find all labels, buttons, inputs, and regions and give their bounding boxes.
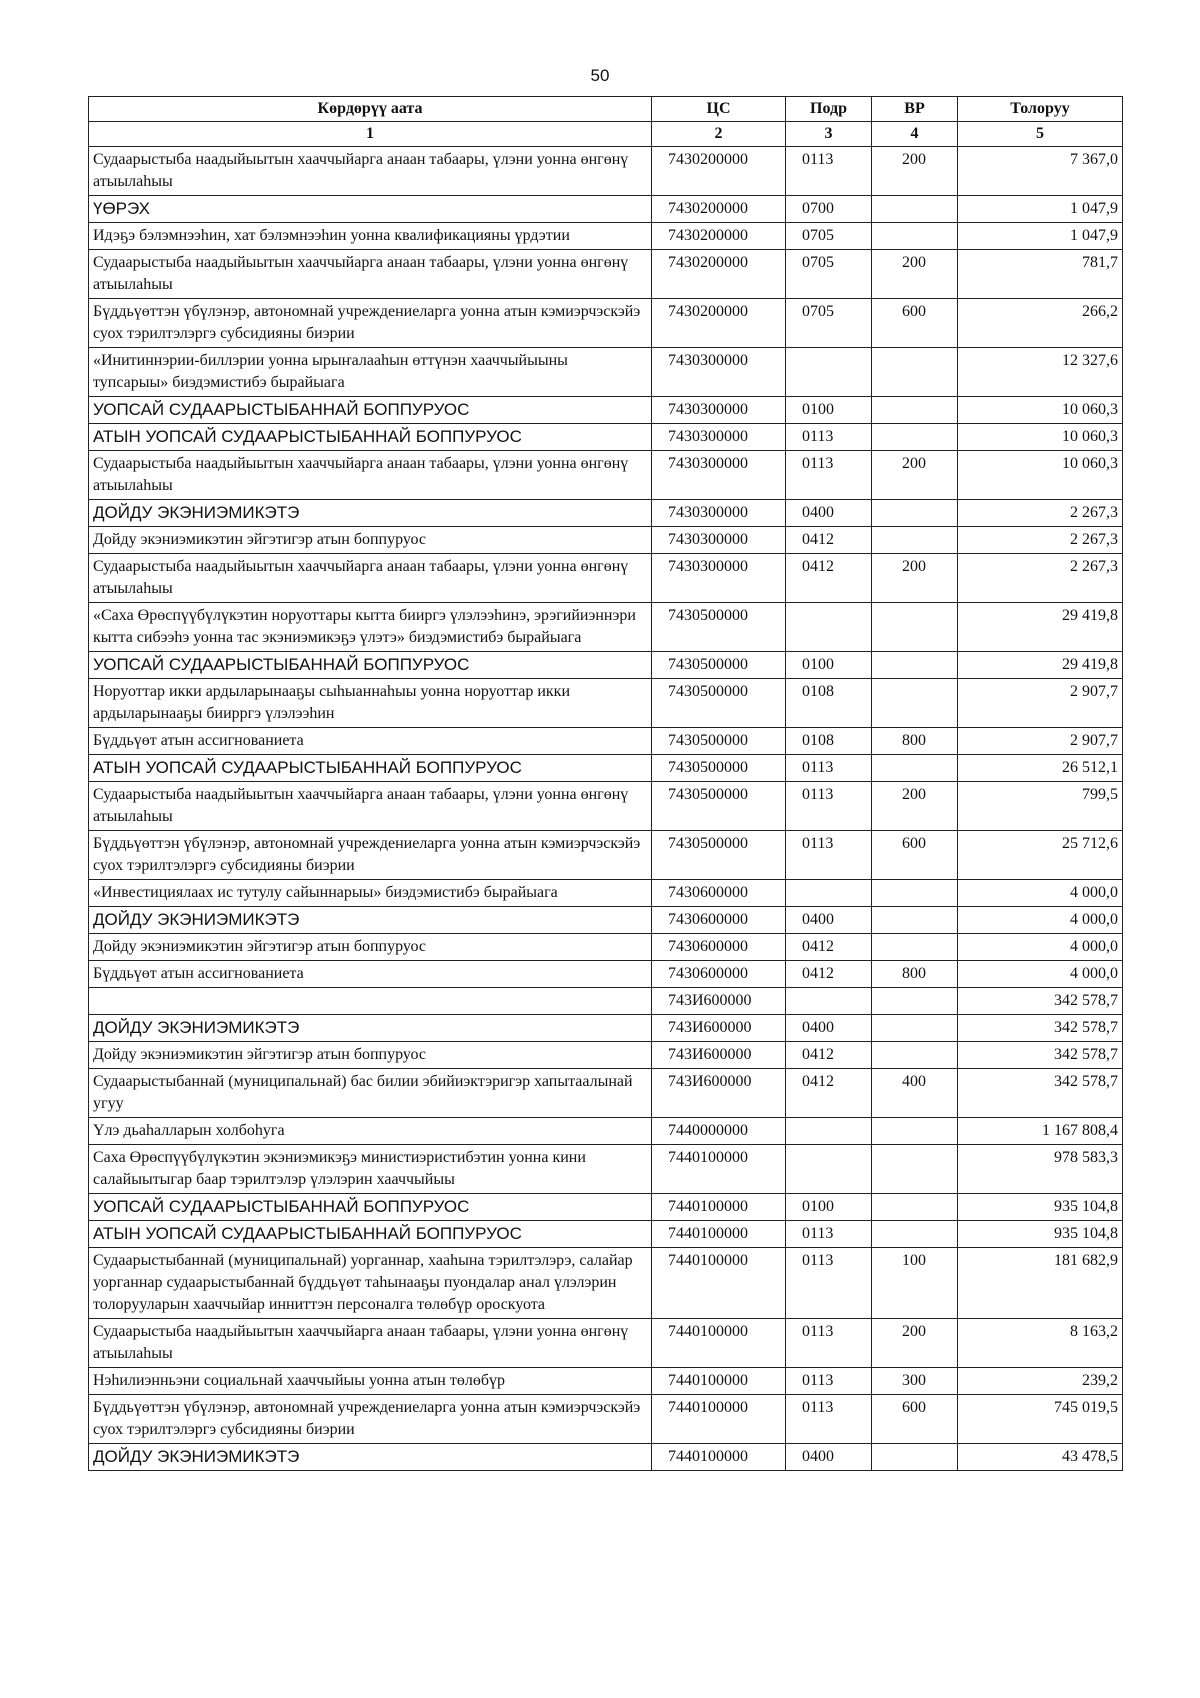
row-name-cell: Норуоттар икки ардыларынааҕы сыһыаннаһыы уонна норуоттар икки ардыларынааҕы биирргэ үлэлээһин [89,679,652,728]
row-vr-cell [872,196,958,223]
row-vr-cell [872,500,958,527]
row-podr-cell: 0113 [786,147,872,196]
row-code-cell: 7430600000 [652,961,786,988]
row-sum-cell: 1 047,9 [958,196,1123,223]
row-code-cell: 7430500000 [652,831,786,880]
row-sum-cell: 10 060,3 [958,424,1123,451]
row-vr-cell [872,880,958,907]
row-podr-cell [786,1145,872,1194]
row-name-cell: ҮӨРЭХ [89,196,652,223]
row-sum-cell: 4 000,0 [958,880,1123,907]
row-podr-cell: 0113 [786,831,872,880]
row-podr-cell: 0113 [786,782,872,831]
row-code-cell: 7430500000 [652,652,786,679]
row-name-cell: ДОЙДУ ЭКЭНИЭМИКЭТЭ [89,500,652,527]
row-vr-cell [872,397,958,424]
row-name-cell: УОПСАЙ СУДААРЫСТЫБАННАЙ БОППУРУОС [89,652,652,679]
row-sum-cell: 935 104,8 [958,1221,1123,1248]
row-podr-cell: 0113 [786,755,872,782]
row-name-cell: Бүддьүөттэн үбүлэнэр, автономнай учреждениеларга уонна атын кэмиэрчэскэйэ суох тэрилтэлэргэ субсидияны биэрии [89,299,652,348]
row-name-cell: Судаарыстыба наадыйыытын хааччыйарга анаан табаары, үлэни уонна өнгөнү атыылаһыы [89,782,652,831]
row-sum-cell: 239,2 [958,1368,1123,1395]
row-code-cell: 743И600000 [652,1069,786,1118]
row-name-cell: Судаарыстыба наадыйыытын хааччыйарга анаан табаары, үлэни уонна өнгөнү атыылаһыы [89,1319,652,1368]
row-name-cell: «Инитиннэрии-биллэрии уонна ырыҥалааһын өттүнэн хааччыйыыны тупсарыы» биэдэмистибэ бырайыага [89,348,652,397]
row-vr-cell: 600 [872,1395,958,1444]
table-row [89,988,1123,1015]
row-vr-cell [872,1118,958,1145]
row-vr-cell [872,1145,958,1194]
row-podr-cell: 0400 [786,500,872,527]
header-number: 1 [89,122,652,147]
row-code-cell: 7430200000 [652,147,786,196]
row-code-cell: 7430200000 [652,223,786,250]
row-name-cell: АТЫН УОПСАЙ СУДААРЫСТЫБАННАЙ БОППУРУОС [89,424,652,451]
row-sum-cell: 10 060,3 [958,397,1123,424]
table-row [89,424,1123,451]
table-row [89,880,1123,907]
row-code-cell: 7430200000 [652,299,786,348]
row-sum-cell: 26 512,1 [958,755,1123,782]
table-row [89,934,1123,961]
header-number: 5 [958,122,1123,147]
row-code-cell: 7430300000 [652,397,786,424]
row-podr-cell [786,348,872,397]
table-row [89,250,1123,299]
table-row [89,500,1123,527]
row-name-cell: Судаарыстыба наадыйыытын хааччыйарга анаан табаары, үлэни уонна өнгөнү атыылаһыы [89,250,652,299]
table-row [89,652,1123,679]
row-podr-cell [786,988,872,1015]
row-podr-cell [786,603,872,652]
row-podr-cell [786,1118,872,1145]
row-vr-cell: 400 [872,1069,958,1118]
page-number: 50 [590,66,610,85]
row-vr-cell [872,1015,958,1042]
row-vr-cell [872,988,958,1015]
row-code-cell: 7430300000 [652,451,786,500]
row-vr-cell: 800 [872,728,958,755]
table-row [89,679,1123,728]
table-row [89,1248,1123,1319]
row-podr-cell: 0400 [786,1444,872,1471]
row-name-cell: «Саха Өрөспүүбүлүкэтин норуоттары кытта бииргэ үлэлээһинэ, эрэгийиэннэри кытта сибээһэ уонна тас экэниэмикэҕэ үлэтэ» биэдэмистибэ бырайыага [89,603,652,652]
header-code: ЦС [652,97,786,122]
table-row [89,961,1123,988]
row-name-cell: ДОЙДУ ЭКЭНИЭМИКЭТЭ [89,1444,652,1471]
row-name-cell: Судаарыстыба наадыйыытын хааччыйарга анаан табаары, үлэни уонна өнгөнү атыылаһыы [89,147,652,196]
table-row [89,907,1123,934]
row-vr-cell [872,1194,958,1221]
table-row [89,348,1123,397]
row-name-cell: ДОЙДУ ЭКЭНИЭМИКЭТЭ [89,907,652,934]
table-row [89,603,1123,652]
row-name-cell: ДОЙДУ ЭКЭНИЭМИКЭТЭ [89,1015,652,1042]
row-podr-cell: 0412 [786,527,872,554]
row-podr-cell: 0100 [786,652,872,679]
table-row [89,782,1123,831]
header-number: 4 [872,122,958,147]
row-code-cell: 7430600000 [652,880,786,907]
header-number: 2 [652,122,786,147]
table-row [89,1145,1123,1194]
row-sum-cell: 8 163,2 [958,1319,1123,1368]
row-code-cell: 7440100000 [652,1145,786,1194]
row-name-cell: Бүддьүөт атын ассигнованиета [89,728,652,755]
row-sum-cell: 1 167 808,4 [958,1118,1123,1145]
row-code-cell: 7440100000 [652,1248,786,1319]
row-vr-cell [872,652,958,679]
table-row [89,831,1123,880]
row-podr-cell: 0113 [786,1319,872,1368]
row-name-cell: Идэҕэ бэлэмнээһин, хат бэлэмнээһин уонна квалификацияны үрдэтии [89,223,652,250]
header-number-row [89,122,1123,147]
table-row [89,1015,1123,1042]
row-sum-cell: 2 267,3 [958,554,1123,603]
table-row [89,527,1123,554]
row-podr-cell: 0113 [786,1221,872,1248]
row-code-cell: 7430500000 [652,728,786,755]
row-name-cell: Судаарыстыбаннай (муниципальнай) уорганнар, хааһына тэрилтэлэрэ, салайар уорганнар судаарыстыбаннай бүддьүөт таһынааҕы пуондалар анал үлэлэрин толорууларын хааччыйар инниттэн персоналга төлөбүр ороскуота [89,1248,652,1319]
row-podr-cell: 0400 [786,1015,872,1042]
row-vr-cell: 600 [872,831,958,880]
table-row [89,755,1123,782]
table-row [89,1221,1123,1248]
row-sum-cell: 935 104,8 [958,1194,1123,1221]
table-row [89,223,1123,250]
row-vr-cell: 200 [872,451,958,500]
header-podr: Подр [786,97,872,122]
row-code-cell: 7430200000 [652,250,786,299]
budget-table [88,96,1123,1471]
row-podr-cell: 0700 [786,196,872,223]
row-sum-cell: 4 000,0 [958,934,1123,961]
row-podr-cell: 0113 [786,1248,872,1319]
row-name-cell: «Инвестициялаах ис тутулу сайыннарыы» биэдэмистибэ бырайыага [89,880,652,907]
row-vr-cell [872,1221,958,1248]
row-podr-cell: 0100 [786,1194,872,1221]
row-code-cell: 7440100000 [652,1444,786,1471]
row-name-cell: Дойду экэниэмикэтин эйгэтигэр атын боппуруос [89,1042,652,1069]
row-name-cell: АТЫН УОПСАЙ СУДААРЫСТЫБАННАЙ БОППУРУОС [89,755,652,782]
row-sum-cell: 781,7 [958,250,1123,299]
row-code-cell: 7430500000 [652,782,786,831]
row-podr-cell: 0705 [786,299,872,348]
header-row [89,97,1123,122]
row-name-cell: УОПСАЙ СУДААРЫСТЫБАННАЙ БОППУРУОС [89,397,652,424]
row-podr-cell: 0412 [786,961,872,988]
row-code-cell: 743И600000 [652,988,786,1015]
row-vr-cell [872,934,958,961]
row-podr-cell: 0705 [786,250,872,299]
row-vr-cell: 800 [872,961,958,988]
header-sum: Толоруу [958,97,1123,122]
table-row [89,1368,1123,1395]
row-code-cell: 7430200000 [652,196,786,223]
row-name-cell: Бүддьүөттэн үбүлэнэр, автономнай учреждениеларга уонна атын кэмиэрчэскэйэ суох тэрилтэлэргэ субсидияны биэрии [89,1395,652,1444]
table-row [89,1042,1123,1069]
row-vr-cell: 200 [872,250,958,299]
row-vr-cell: 200 [872,782,958,831]
row-sum-cell: 29 419,8 [958,652,1123,679]
row-sum-cell: 4 000,0 [958,907,1123,934]
row-sum-cell: 43 478,5 [958,1444,1123,1471]
table-body [89,147,1123,1471]
row-podr-cell: 0412 [786,1069,872,1118]
table-row [89,554,1123,603]
table-row [89,1194,1123,1221]
row-sum-cell: 342 578,7 [958,1042,1123,1069]
row-sum-cell: 342 578,7 [958,1015,1123,1042]
row-name-cell: Судаарыстыбаннай (муниципальнай) бас билии эбийиэктэригэр хапытаалынай угуу [89,1069,652,1118]
row-name-cell: Судаарыстыба наадыйыытын хааччыйарга анаан табаары, үлэни уонна өнгөнү атыылаһыы [89,554,652,603]
row-vr-cell [872,348,958,397]
table-row [89,196,1123,223]
row-sum-cell: 2 267,3 [958,527,1123,554]
row-sum-cell: 29 419,8 [958,603,1123,652]
row-vr-cell: 300 [872,1368,958,1395]
table-row [89,1118,1123,1145]
row-code-cell: 7440100000 [652,1194,786,1221]
row-code-cell: 7430500000 [652,755,786,782]
table-row [89,451,1123,500]
row-code-cell: 7430600000 [652,907,786,934]
row-vr-cell [872,679,958,728]
row-code-cell: 7430300000 [652,348,786,397]
row-code-cell: 7430500000 [652,603,786,652]
row-code-cell: 7430300000 [652,500,786,527]
row-code-cell: 7430300000 [652,527,786,554]
row-sum-cell: 2 907,7 [958,728,1123,755]
row-name-cell: Саха Өрөспүүбүлүкэтин экэниэмикэҕэ министиэристибэтин уонна кини салайыытыгар баар тэрилтэлэр үлэлэрин хааччыйыы [89,1145,652,1194]
row-sum-cell: 12 327,6 [958,348,1123,397]
row-sum-cell: 2 907,7 [958,679,1123,728]
row-code-cell: 743И600000 [652,1015,786,1042]
row-sum-cell: 1 047,9 [958,223,1123,250]
header-vr: ВР [872,97,958,122]
row-vr-cell [872,424,958,451]
row-podr-cell: 0412 [786,554,872,603]
row-sum-cell: 799,5 [958,782,1123,831]
table-row [89,397,1123,424]
row-podr-cell: 0113 [786,424,872,451]
row-sum-cell: 4 000,0 [958,961,1123,988]
row-vr-cell [872,603,958,652]
row-name-cell: Нэһилиэнньэни социальнай хааччыйыы уонна атын төлөбүр [89,1368,652,1395]
row-vr-cell [872,1444,958,1471]
row-code-cell: 7440100000 [652,1368,786,1395]
table-row [89,147,1123,196]
table-row [89,299,1123,348]
row-podr-cell: 0108 [786,679,872,728]
row-vr-cell: 600 [872,299,958,348]
row-code-cell: 7440100000 [652,1221,786,1248]
row-podr-cell: 0113 [786,1395,872,1444]
row-podr-cell: 0412 [786,1042,872,1069]
row-sum-cell: 342 578,7 [958,1069,1123,1118]
row-code-cell: 7430300000 [652,424,786,451]
row-vr-cell [872,907,958,934]
row-sum-cell: 266,2 [958,299,1123,348]
row-vr-cell [872,223,958,250]
row-sum-cell: 342 578,7 [958,988,1123,1015]
row-podr-cell: 0100 [786,397,872,424]
table-row [89,1319,1123,1368]
row-name-cell: Дойду экэниэмикэтин эйгэтигэр атын боппуруос [89,934,652,961]
row-sum-cell: 25 712,6 [958,831,1123,880]
row-vr-cell: 100 [872,1248,958,1319]
row-podr-cell: 0113 [786,1368,872,1395]
header-name: Көрдөрүү аата [89,97,652,122]
row-podr-cell: 0705 [786,223,872,250]
row-name-cell: Судаарыстыба наадыйыытын хааччыйарга анаан табаары, үлэни уонна өнгөнү атыылаһыы [89,451,652,500]
row-name-cell: АТЫН УОПСАЙ СУДААРЫСТЫБАННАЙ БОППУРУОС [89,1221,652,1248]
row-name-cell: Үлэ дьаһалларын холбоһуга [89,1118,652,1145]
row-name-cell: Дойду экэниэмикэтин эйгэтигэр атын боппуруос [89,527,652,554]
header-number: 3 [786,122,872,147]
row-sum-cell: 7 367,0 [958,147,1123,196]
row-podr-cell: 0412 [786,934,872,961]
row-podr-cell: 0400 [786,907,872,934]
row-sum-cell: 745 019,5 [958,1395,1123,1444]
table-row [89,1069,1123,1118]
row-vr-cell [872,1042,958,1069]
row-code-cell: 7440100000 [652,1395,786,1444]
row-name-cell: УОПСАЙ СУДААРЫСТЫБАННАЙ БОППУРУОС [89,1194,652,1221]
row-vr-cell: 200 [872,147,958,196]
row-sum-cell: 181 682,9 [958,1248,1123,1319]
row-code-cell: 7430500000 [652,679,786,728]
row-name-cell [89,988,652,1015]
table-row [89,728,1123,755]
row-code-cell: 7430600000 [652,934,786,961]
row-podr-cell: 0108 [786,728,872,755]
row-vr-cell: 200 [872,1319,958,1368]
row-code-cell: 7440100000 [652,1319,786,1368]
row-code-cell: 743И600000 [652,1042,786,1069]
row-podr-cell [786,880,872,907]
row-sum-cell: 10 060,3 [958,451,1123,500]
row-name-cell: Бүддьүөт атын ассигнованиета [89,961,652,988]
row-sum-cell: 2 267,3 [958,500,1123,527]
row-name-cell: Бүддьүөттэн үбүлэнэр, автономнай учреждениеларга уонна атын кэмиэрчэскэйэ суох тэрилтэлэргэ субсидияны биэрии [89,831,652,880]
row-sum-cell: 978 583,3 [958,1145,1123,1194]
row-code-cell: 7430300000 [652,554,786,603]
row-podr-cell: 0113 [786,451,872,500]
row-vr-cell: 200 [872,554,958,603]
row-vr-cell [872,527,958,554]
row-code-cell: 7440000000 [652,1118,786,1145]
table-row [89,1395,1123,1444]
table-row [89,1444,1123,1471]
row-vr-cell [872,755,958,782]
